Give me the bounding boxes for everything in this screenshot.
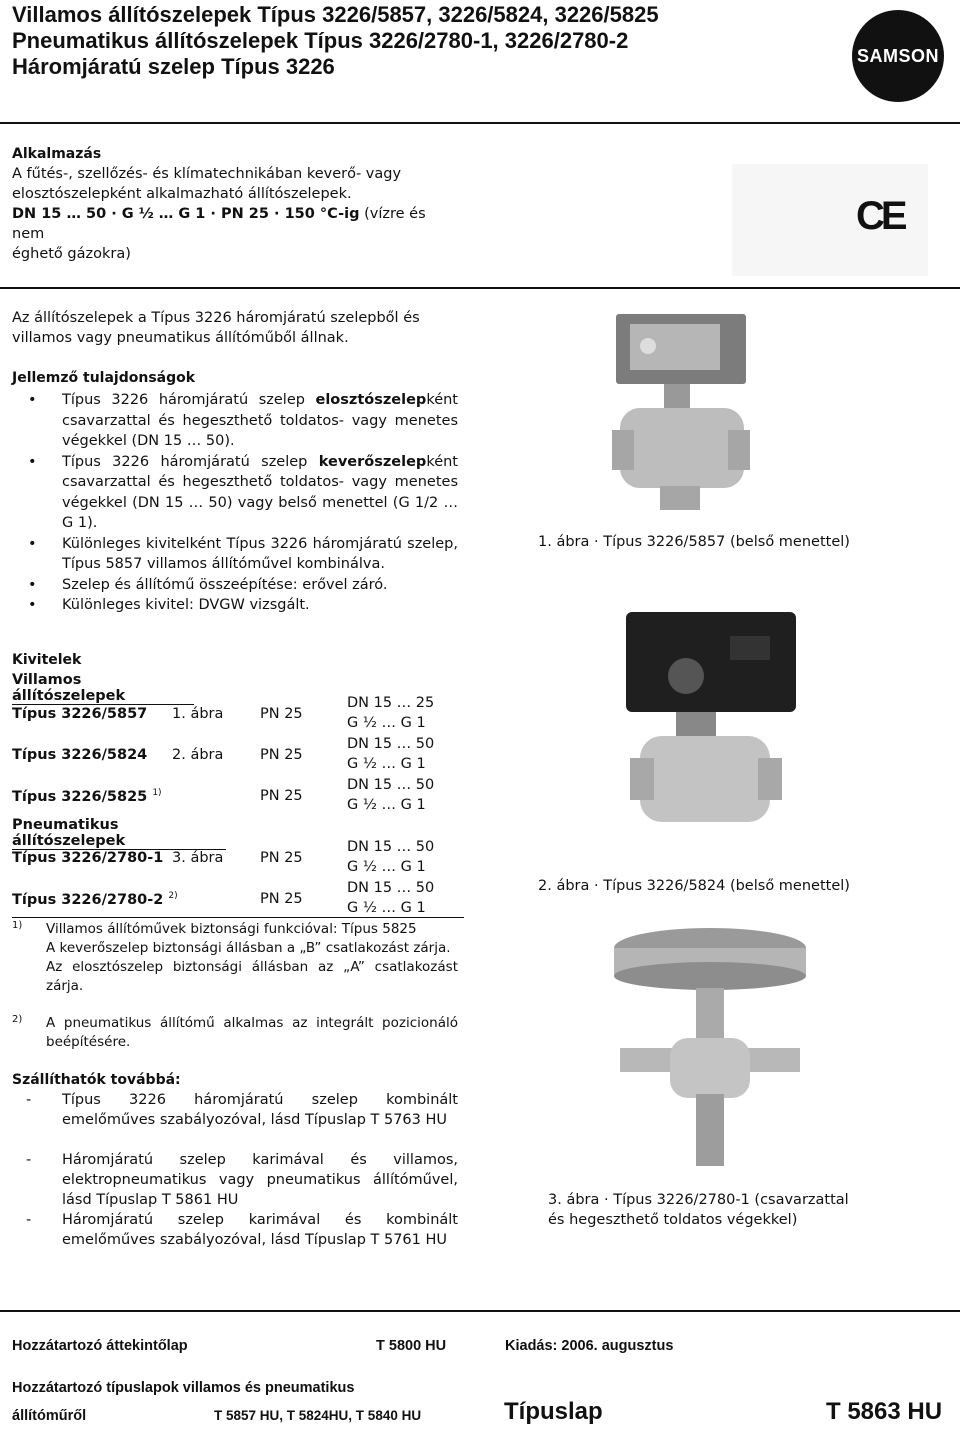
- figure-3-caption: 3. ábra · Típus 3226/2780-1 (csavarzattal és hegeszthető toldatos végekkel): [548, 1192, 849, 1228]
- footnote-1: 1) Villamos állítóművek biztonsági funkcióval: Típus 5825 A keverőszelep biztonsági állásban a „B” csatlakozást zárja. Az elosztószelep biztonsági állásban az „A” csatlakozást zárja.: [12, 920, 458, 994]
- edition-text: Kiadás: 2006. augusztus: [505, 1338, 674, 1354]
- figure-1-caption: 1. ábra · Típus 3226/5857 (belső menettel): [538, 534, 850, 550]
- doc-number: T 5863 HU: [826, 1398, 943, 1425]
- feature-item: • Különleges kivitel: DVGW vizsgált.: [12, 595, 458, 616]
- further-heading: Szállíthatók továbbá:: [12, 1072, 181, 1088]
- application-text: A fűtés-, szellőzés- és klímatechnikában keverő- vagy elosztószelepként alkalmazható állítószelepek. DN 15 … 50 · G ½ … G 1 · PN 25 · 150 °C-ig (vízre és nem éghető gázokra): [12, 166, 426, 262]
- related-label-line-2: állítóműről: [12, 1408, 87, 1424]
- features-heading: Jellemző tulajdonságok: [12, 370, 196, 386]
- version-row: Típus 3226/2780-2 $^{2)}$ PN 25 DN 15 … 50 G ½ … G 1: [12, 880, 435, 916]
- table-rule: [12, 917, 464, 918]
- figure-1-valve-photo: [560, 300, 800, 520]
- doc-type: Típuslap: [504, 1398, 603, 1425]
- pneumatic-subheading: Pneumatikus állítószelepek: [12, 817, 226, 850]
- feature-item: • Különleges kivitelként Típus 3226 háromjáratú szelep, Típus 5857 villamos állítóművel kombinálva.: [12, 534, 458, 575]
- versions-heading: Kivitelek: [12, 652, 82, 668]
- related-value: T 5857 HU, T 5824HU, T 5840 HU: [214, 1408, 422, 1423]
- header-rule: [0, 122, 960, 124]
- intro-text: Az állítószelepek a Típus 3226 háromjáratú szelepből és villamos vagy pneumatikus állítóműből állnak.: [12, 310, 420, 346]
- application-heading: Alkalmazás: [12, 146, 102, 162]
- version-row: Típus 3226/2780-1 3. ábra PN 25 DN 15 … 50 G ½ … G 1: [12, 839, 435, 875]
- feature-item: • Típus 3226 háromjáratú szelep elosztószelepként csavarzattal és hegeszthető toldatos- vagy menetes végekkel (DN 15 … 50).: [12, 390, 458, 452]
- overview-value: T 5800 HU: [376, 1338, 447, 1354]
- title-line-3: Háromjáratú szelep Típus 3226: [12, 54, 335, 79]
- version-row: Típus 3226/5825 $^{1)}$ PN 25 DN 15 … 50 G ½ … G 1: [12, 777, 435, 813]
- footer-rule: [0, 1310, 960, 1312]
- related-label-line-1: Hozzátartozó típuslapok villamos és pneumatikus: [12, 1380, 355, 1396]
- title-line-2: Pneumatikus állítószelepek Típus 3226/2780-1, 3226/2780-2: [12, 28, 629, 53]
- further-item: - Háromjáratú szelep karimával és villamos, elektropneumatikus vagy pneumatikus állítóművel, lásd Típuslap T 5861 HU: [26, 1152, 458, 1208]
- ce-mark-area: [732, 164, 928, 276]
- features-list: [12, 390, 458, 616]
- further-item: - Háromjáratú szelep karimával és kombinált emelőműves szabályozóval, lásd Típuslap T 5761 HU: [26, 1212, 458, 1248]
- electric-subheading: Villamos állítószelepek: [12, 672, 194, 705]
- figure-3-valve-photo: [600, 918, 820, 1174]
- feature-item: • Típus 3226 háromjáratú szelep keverőszelepként csavarzattal és hegeszthető toldatos- vagy menetes végekkel (DN 15 … 50) vagy belső menettel (G 1/2 … G 1).: [12, 452, 458, 534]
- version-row: Típus 3226/5824 2. ábra PN 25 DN 15 … 50 G ½ … G 1: [12, 736, 435, 772]
- overview-label: Hozzátartozó áttekintőlap: [12, 1338, 188, 1354]
- title-line-1: Villamos állítószelepek Típus 3226/5857, 3226/5824, 3226/5825: [12, 2, 659, 27]
- samson-logo: SAMSON: [852, 10, 944, 102]
- footnote-2: 2) A pneumatikus állítómű alkalmas az integrált pozicionáló beépítésére.: [12, 1014, 458, 1050]
- ce-mark-icon: CE: [856, 194, 904, 238]
- version-row: Típus 3226/5857 1. ábra PN 25 DN 15 … 25 G ½ … G 1: [12, 695, 435, 731]
- figure-2-valve-photo: [610, 606, 810, 842]
- further-item: - Típus 3226 háromjáratú szelep kombinált emelőműves szabályozóval, lásd Típuslap T 5763 HU: [26, 1092, 458, 1128]
- feature-item: • Szelep és állítómű összeépítése: erővel záró.: [12, 575, 458, 596]
- section-rule: [0, 287, 960, 289]
- figure-2-caption: 2. ábra · Típus 3226/5824 (belső menettel): [538, 878, 850, 894]
